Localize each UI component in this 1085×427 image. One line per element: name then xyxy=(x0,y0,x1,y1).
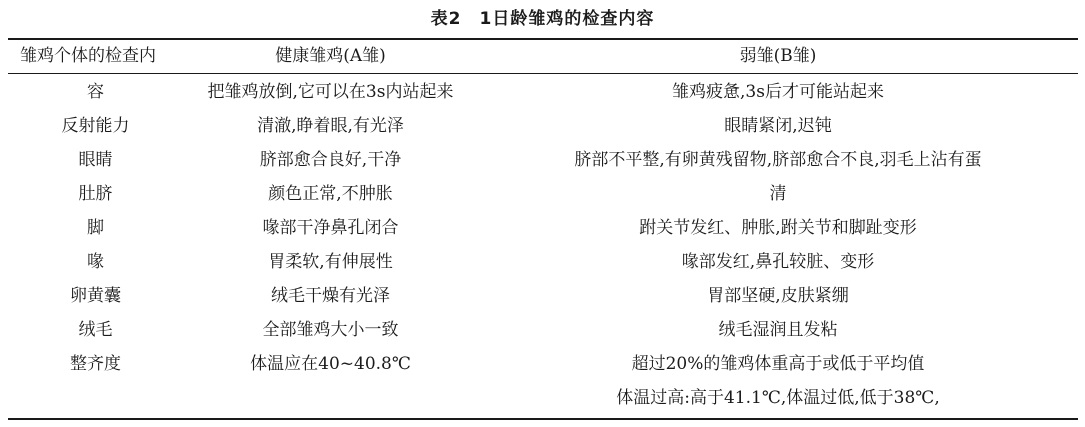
header-cell-weak-chick: 弱雏(B雏) xyxy=(739,46,817,66)
table-row xyxy=(8,381,1078,415)
table-row xyxy=(8,75,1078,109)
cell-healthy: 颜色正常,不肿胀 xyxy=(268,184,393,204)
cell-healthy: 绒毛干燥有光泽 xyxy=(271,286,390,306)
table-row xyxy=(8,143,1078,177)
cell-weak: 跗关节发红、肿胀,跗关节和脚趾变形 xyxy=(639,218,917,238)
cell-item xyxy=(8,381,183,415)
header-row xyxy=(8,40,1078,73)
cell-healthy: 喙部干净鼻孔闭合 xyxy=(262,218,399,238)
cell-item: 喙 xyxy=(87,252,104,272)
cell-item: 脚 xyxy=(87,218,104,238)
table-row xyxy=(8,347,1078,381)
table-row xyxy=(8,109,1078,143)
table-row xyxy=(8,279,1078,313)
cell-item: 肚脐 xyxy=(78,184,113,204)
cell-weak: 眼睛紧闭,迟钝 xyxy=(724,116,832,136)
cell-healthy: 胃柔软,有伸展性 xyxy=(268,252,393,272)
cell-weak: 体温过高:高于41.1℃,体温过低,低于38℃, xyxy=(616,388,940,408)
cell-healthy: 把雏鸡放倒,它可以在3s内站起来 xyxy=(207,82,454,102)
cell-healthy: 脐部愈合良好,干净 xyxy=(259,150,402,170)
header-rule xyxy=(8,73,1078,74)
cell-item: 反射能力 xyxy=(61,116,130,136)
cell-healthy: 清澈,睁着眼,有光泽 xyxy=(257,116,404,136)
cell-item: 绒毛 xyxy=(78,320,113,340)
header-cell-inspection-item: 雏鸡个体的检查内 xyxy=(20,46,156,66)
cell-item: 卵黄囊 xyxy=(70,286,121,306)
table-row xyxy=(8,211,1078,245)
cell-healthy xyxy=(183,381,478,415)
table-row xyxy=(8,177,1078,211)
table-header xyxy=(8,40,1078,73)
cell-weak: 清 xyxy=(769,184,787,204)
bottom-rule xyxy=(8,418,1078,420)
header-cell-healthy-chick: 健康雏鸡(A雏) xyxy=(275,46,386,66)
table-row xyxy=(8,245,1078,279)
cell-weak: 超过20%的雏鸡体重高于或低于平均值 xyxy=(631,354,925,374)
cell-weak: 绒毛湿润且发粘 xyxy=(718,320,838,340)
cell-weak: 胃部坚硬,皮肤紧绷 xyxy=(707,286,849,306)
cell-item: 容 xyxy=(87,82,104,102)
cell-weak: 脐部不平整,有卵黄残留物,脐部愈合不良,羽毛上沾有蛋 xyxy=(574,150,982,170)
cell-item: 整齐度 xyxy=(70,354,121,374)
cell-weak: 雏鸡疲惫,3s后才可能站起来 xyxy=(672,82,884,102)
cell-item: 眼睛 xyxy=(78,150,113,170)
cell-healthy: 全部雏鸡大小一致 xyxy=(262,320,399,340)
table-body xyxy=(8,75,1078,415)
table-caption: 表2 1日龄雏鸡的检查内容 xyxy=(430,9,655,29)
cell-healthy: 体温应在40~40.8℃ xyxy=(250,354,411,374)
cell-weak: 喙部发红,鼻孔较脏、变形 xyxy=(681,252,875,272)
table-row xyxy=(8,313,1078,347)
